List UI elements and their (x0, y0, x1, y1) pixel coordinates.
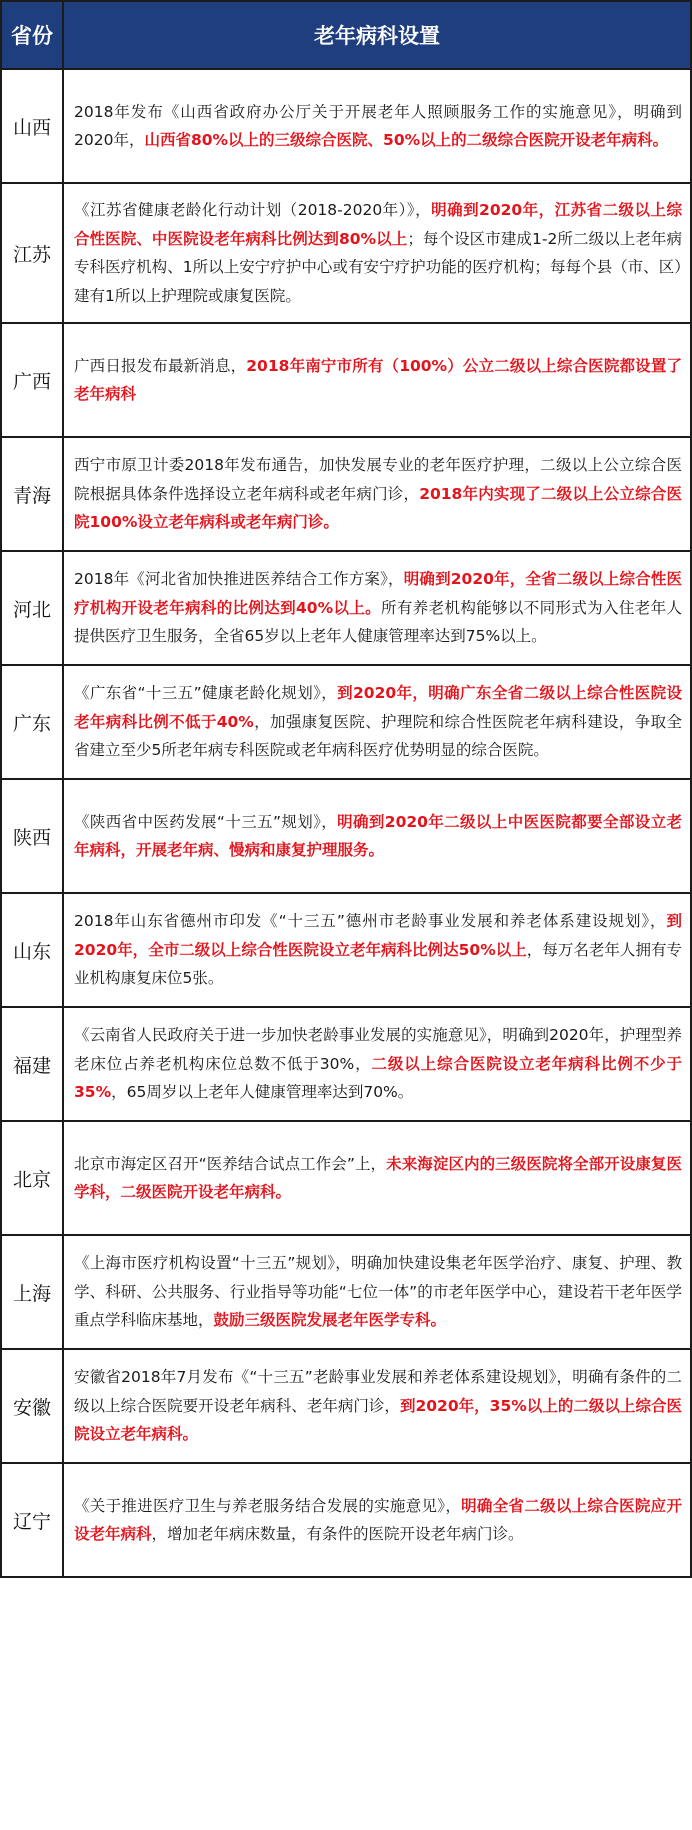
header-province: 省份 (1, 1, 63, 69)
province-cell: 江苏 (1, 183, 63, 323)
table-row (1, 183, 691, 323)
table-row (1, 551, 691, 665)
policy-text: ，加强康复医院、护理院和综合性医院老年病科建设，争取全省建立至少5所老年病专科医院或老年病科医疗优势明显的综合医院。 (74, 712, 682, 760)
province-cell: 青海 (1, 437, 63, 551)
province-cell: 陕西 (1, 779, 63, 893)
policy-text: 所有养老机构能够以不同形式为入住老年人提供医疗卫生服务，全省65岁以上老年人健康管理率达到75%以上。 (74, 598, 682, 646)
policy-text: 《关于推进医疗卫生与养老服务结合发展的实施意见》， (74, 1496, 462, 1515)
policy-text: ，每万名老年人拥有专业机构康复床位5张。 (74, 940, 682, 988)
table-row (1, 779, 691, 893)
header-setting: 老年病科设置 (63, 1, 691, 69)
highlighted-policy-text: 明确全省二级以上综合医院应开设老年病科 (74, 1496, 682, 1543)
policy-description-cell (63, 183, 691, 323)
policy-description-cell (63, 779, 691, 893)
province-cell: 山西 (1, 69, 63, 183)
policy-text: 安徽省2018年7月发布《“十三五”老龄事业发展和养老体系建设规划》，明确有条件的二级以上综合医院要开设老年病科、老年病门诊， (74, 1368, 682, 1415)
policy-description-cell (63, 69, 691, 183)
province-cell: 北京 (1, 1121, 63, 1235)
policy-description-cell (63, 893, 691, 1007)
table-row (1, 893, 691, 1007)
highlighted-policy-text: 鼓励三级医院发展老年医学专科。 (213, 1311, 447, 1330)
province-cell: 辽宁 (1, 1463, 63, 1577)
policy-text: 2018年发布《山西省政府办公厅关于开展老年人照顾服务工作的实施意见》，明确到2020年， (74, 102, 682, 149)
province-cell: 福建 (1, 1007, 63, 1121)
policy-text: 2018年《河北省加快推进医养结合工作方案》， (74, 570, 404, 589)
policy-text: ，增加老年病床数量，有条件的医院开设老年病门诊。 (151, 1525, 524, 1543)
policy-text: 西宁市原卫计委2018年发布通告，加快发展专业的老年医疗护理，二级以上公立综合医院根据具体条件选择设立老年病科或老年病门诊， (74, 456, 682, 503)
province-cell: 山东 (1, 893, 63, 1007)
highlighted-policy-text: 明确到2020年，全省二级以上综合性医疗机构开设老年病科的比例达到40%以上。 (74, 570, 682, 617)
policy-description-cell (63, 551, 691, 665)
highlighted-policy-text: 到2020年，35%以上的二级以上综合医院设立老年病科。 (74, 1396, 682, 1444)
table-row (1, 1463, 691, 1577)
province-cell: 上海 (1, 1235, 63, 1349)
table-body (1, 69, 691, 1577)
policy-text: 《上海市医疗机构设置“十三五”规划》，明确加快建设集老年医学治疗、康复、护理、教学、科研、公共服务、行业指导等功能“七位一体”的市老年医学中心，建设若干老年医学重点学科临床基地， (74, 1254, 682, 1330)
policy-description-cell (63, 437, 691, 551)
table-row (1, 69, 691, 183)
table-row (1, 323, 691, 437)
highlighted-policy-text: 明确到2020年二级以上中医医院都要全部设立老年病科，开展老年病、慢病和康复护理服务。 (74, 812, 682, 859)
policy-description-cell (63, 323, 691, 437)
highlighted-policy-text: 山西省80%以上的三级综合医院、50%以上的二级综合医院开设老年病科。 (144, 131, 669, 149)
highlighted-policy-text: 二级以上综合医院设立老年病科比例不少于35% (74, 1054, 682, 1102)
highlighted-policy-text: 到2020年，全市二级以上综合性医院设立老年病科比例达50%以上 (74, 912, 682, 959)
policy-description-cell (63, 1463, 691, 1577)
province-cell: 河北 (1, 551, 63, 665)
province-cell: 广东 (1, 665, 63, 779)
table-header-row (1, 1, 691, 69)
highlighted-policy-text: 2018年内实现了二级以上公立综合医院100%设立老年病科或老年病门诊。 (74, 484, 682, 532)
policy-text: ，65周岁以上老年人健康管理率达到70%。 (111, 1083, 414, 1102)
table-row (1, 1007, 691, 1121)
policy-text: 《江苏省健康老龄化行动计划（2018-2020年）》， (74, 201, 432, 219)
policy-text: 广西日报发布最新消息， (74, 356, 247, 375)
table-row (1, 1121, 691, 1235)
policy-text: 《云南省人民政府关于进一步加快老龄事业发展的实施意见》，明确到2020年，护理型养老床位占养老机构床位总数不低于30%， (74, 1026, 682, 1073)
province-cell: 安徽 (1, 1349, 63, 1463)
policy-description-cell (63, 665, 691, 779)
policy-text: 北京市海定区召开“医养结合试点工作会”上， (74, 1154, 387, 1173)
policy-text: 2018年山东省德州市印发《“十三五”德州市老龄事业发展和养老体系建设规划》， (74, 912, 667, 931)
policy-description-cell (63, 1349, 691, 1463)
policy-text: 《广东省“十三五”健康老龄化规划》， (74, 684, 338, 703)
highlighted-policy-text: 未来海淀区内的三级医院将全部开设康复医学科，二级医院开设老年病科。 (74, 1154, 682, 1201)
policy-text: ；每个设区市建成1-2所二级以上老年病专科医疗机构、1所以上安宁疗护中心或有安宁疗护功能的医疗机构；每每个县（市、区）建有1所以上护理院或康复医院。 (74, 229, 682, 305)
policy-description-cell (63, 1007, 691, 1121)
highlighted-policy-text: 2018年南宁市所有（100%）公立二级以上综合医院都设置了老年病科 (74, 356, 682, 403)
table-row (1, 665, 691, 779)
table-row (1, 437, 691, 551)
table-row (1, 1349, 691, 1463)
policy-text: 《陕西省中医药发展“十三五”规划》， (74, 812, 338, 831)
highlighted-policy-text: 明确到2020年，江苏省二级以上综合性医院、中医院设老年病科比例达到80%以上 (74, 201, 682, 248)
policy-description-cell (63, 1121, 691, 1235)
highlighted-policy-text: 到2020年，明确广东全省二级以上综合性医院设老年病科比例不低于40% (74, 684, 682, 731)
policy-description-cell (63, 1235, 691, 1349)
table-row (1, 1235, 691, 1349)
province-cell: 广西 (1, 323, 63, 437)
